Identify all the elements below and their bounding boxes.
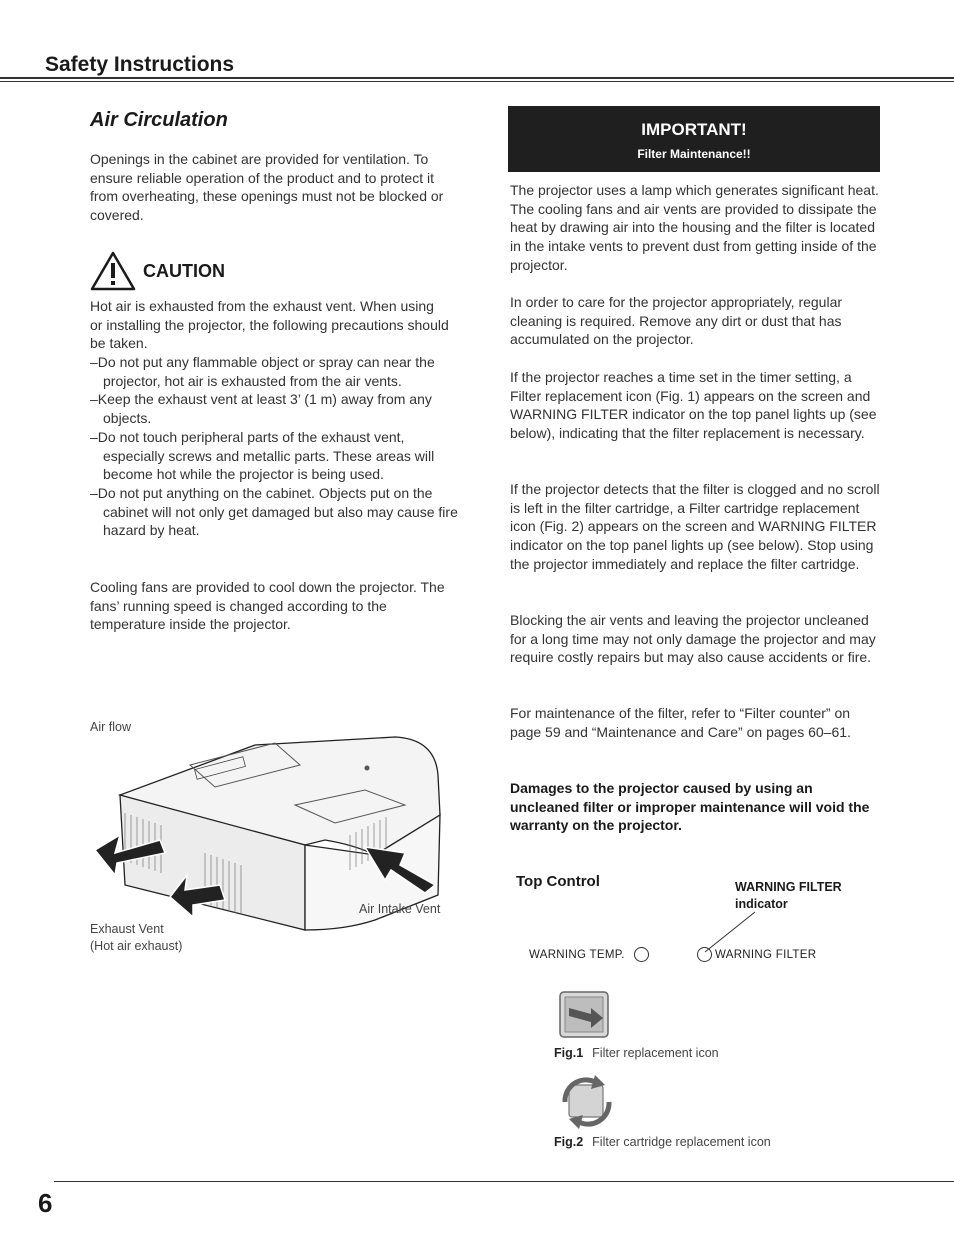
- top-control-label: Top Control: [516, 873, 600, 890]
- important-title: IMPORTANT!: [641, 120, 747, 139]
- warning-temp-indicator-icon: [634, 947, 649, 962]
- filter-replacement-icon: [557, 988, 612, 1040]
- intake-label: Air Intake Vent: [359, 902, 441, 916]
- footer-rule: [54, 1181, 954, 1182]
- page-title: Safety Instructions: [45, 53, 235, 76]
- warranty-warning: Damages to the projector caused by using an uncleaned filter or improper maintenance will void the warranty on the projector.: [510, 780, 870, 834]
- important-subtitle: Filter Maintenance!!: [637, 147, 751, 161]
- important-box: [508, 106, 880, 172]
- filter-cartridge-replacement-icon: [557, 1073, 617, 1131]
- fig1-caption: Fig.1 Filter replacement icon: [554, 1046, 719, 1060]
- list-item: –Do not put any flammable object or spray can near the projector, hot air is exhausted from the air vents.: [90, 354, 435, 389]
- list-item: –Do not put anything on the cabinet. Objects put on the cabinet will not only get damaged but also may cause fire hazard by heat.: [90, 484, 458, 539]
- right-paragraph-1: The projector uses a lamp which generates significant heat. The cooling fans and air vents are provided to dissipate the heat by drawing air into the housing and the filter is located in the intake vents to prevent dust from getting inside of the projector.: [510, 182, 879, 273]
- warning-filter-label: WARNING FILTER indicator: [735, 880, 842, 911]
- right-paragraph-2: In order to care for the projector appropriately, regular cleaning is required. Remove any dirt or dust that has accumulated on the projector.: [510, 294, 843, 348]
- right-paragraph-6: For maintenance of the filter, refer to “Filter counter” on page 59 and “Maintenance and Care” on pages 60–61.: [510, 705, 851, 740]
- section-title: Air Circulation: [90, 109, 228, 131]
- list-item: –Keep the exhaust vent at least 3’ (1 m) away from any objects.: [90, 391, 432, 427]
- right-paragraph-5: Blocking the air vents and leaving the projector uncleaned for a long time may not only damage the projector and may require costly repairs but may also cause accidents or fire.: [510, 612, 876, 666]
- intro-paragraph: Openings in the cabinet are provided for ventilation. To ensure reliable operation of the product and to protect it from overheating, these openings must not be blocked or covered.: [90, 151, 444, 224]
- right-paragraph-3: If the projector reaches a time set in the timer setting, a Filter replacement icon (Fig. 1) appears on the screen and WARNING FILTER indicator on the top panel lights up (see below), indicating that the filter replacement is necessary.: [510, 369, 877, 442]
- warning-filter-indicator-icon: [697, 947, 712, 962]
- page-number: 6: [38, 1188, 53, 1218]
- caution-label: CAUTION: [143, 261, 225, 281]
- caution-paragraph: Hot air is exhausted from the exhaust vent. When using or installing the projector, the following precautions should be taken.: [90, 298, 449, 352]
- right-paragraph-4: If the projector detects that the filter is clogged and no scroll is left in the filter cartridge, a Filter cartridge replacement icon (Fig. 2) appears on the screen and WARNING FILTER indicator on the top panel lights up (see below). Stop using the projector immediately and replace the filter cartridge.: [510, 481, 880, 572]
- warning-temp-indicator-text: WARNING TEMP.: [529, 949, 625, 961]
- header-rule-thin: [0, 81, 954, 82]
- exhaust-sublabel: (Hot air exhaust): [90, 939, 183, 953]
- air-flow-label: Air flow: [90, 720, 131, 734]
- exhaust-label: Exhaust Vent: [90, 922, 164, 936]
- list-item: –Do not touch peripheral parts of the exhaust vent, especially screws and metallic parts. These areas will become hot while the projector is being used.: [90, 428, 435, 483]
- caution-list: [90, 353, 462, 540]
- fans-paragraph: Cooling fans are provided to cool down the projector. The fans’ running speed is changed according to the temperature inside the projector.: [90, 579, 445, 633]
- warning-filter-indicator-text: WARNING FILTER: [715, 949, 817, 961]
- warning-triangle-icon: [90, 251, 136, 291]
- header-rule: [0, 77, 954, 79]
- fig2-caption: Fig.2 Filter cartridge replacement icon: [554, 1135, 771, 1149]
